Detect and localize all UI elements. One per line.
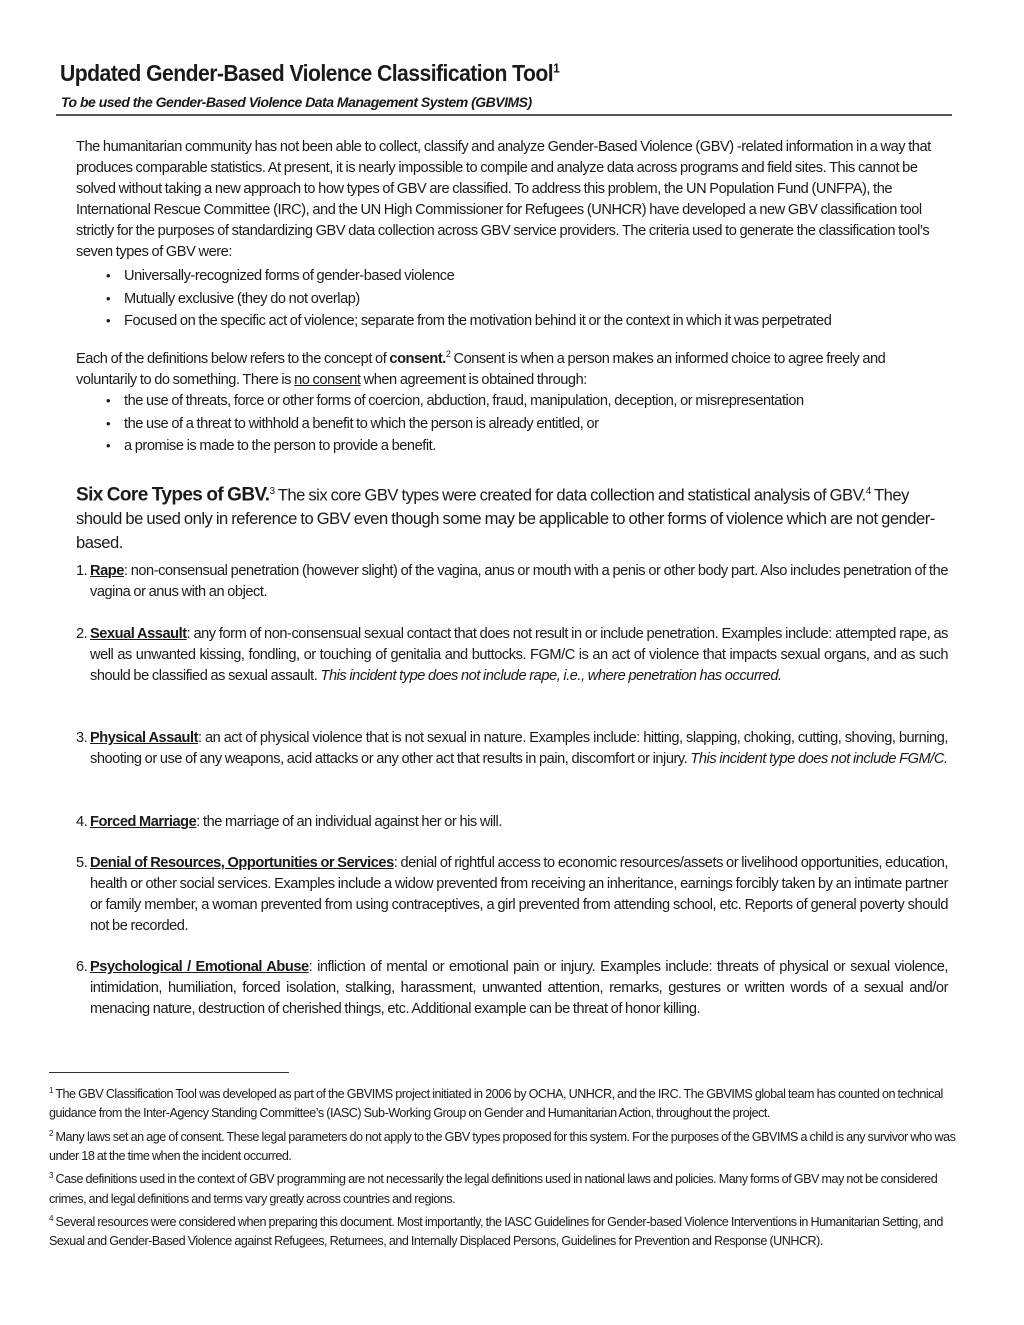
title-divider (56, 114, 952, 116)
item-number: 4. (76, 814, 88, 830)
gbv-type-term: Sexual Assault (90, 626, 187, 642)
consent-end: when agreement is obtained through: (360, 372, 587, 388)
list-item: • Focused on the specific act of violence; separate from the motivation behind it or the context in which it was perpetrated (106, 310, 831, 333)
gbv-type-definition: : any form of non-consensual sexual contact that does not result in or include penetration. Examples include: attempted rape, as well as unwanted kissing, fondling, or touching of genitalia and buttocks. FGM/C is an act of violence that impacts sexual organs, and as such should be classified as sexual assault. (90, 626, 948, 684)
footnote-text: The GBV Classification Tool was developed as part of the GBVIMS project initiated in 2006 by OCHA, UNHCR, and the IRC. The GBVIMS global team has counted on technical guidance from the Inter-Agency Standing Committee’s (IASC) Sub-Working Group on Gender and Humanitarian Action, throughout the project. (49, 1087, 943, 1121)
footnote (49, 1081, 959, 1124)
footnotes (49, 1081, 959, 1251)
footnote-ref[interactable]: 2 (445, 349, 451, 360)
footnote (49, 1124, 959, 1167)
gbv-type-item (76, 957, 948, 1020)
list-item: • Mutually exclusive (they do not overlap) (106, 288, 831, 311)
item-number: 1. (76, 563, 88, 579)
document-subtitle: To be used the Gender-Based Violence Data Management System (GBVIMS) (61, 94, 532, 110)
footnote-ref[interactable]: 4 (865, 486, 871, 497)
criteria-list (106, 265, 831, 333)
gbv-type-definition: : the marriage of an individual against her or his will. (196, 814, 502, 830)
consent-conditions-list (106, 390, 804, 458)
item-number: 5. (76, 855, 88, 871)
section-heading: Six Core Types of GBV. (76, 484, 270, 506)
gbv-type-note: This incident type does not include FGM/C. (690, 751, 948, 767)
footnote (49, 1209, 959, 1252)
footnote-text: Several resources were considered when preparing this document. Most importantly, the IASC Guidelines for Gender-based Violence Interventions in Humanitarian Setting, and Sexual and Gender-Based Violence against Refugees, Returnees, and Internally Displaced Persons, Guidelines for Prevention and Response (UNHCR). (49, 1214, 943, 1249)
footnote-number: 2 (49, 1128, 53, 1138)
document-title (60, 60, 559, 87)
gbv-type-term: Psychological / Emotional Abuse (90, 959, 309, 975)
gbv-type-item (76, 561, 948, 603)
list-item: • the use of threats, force or other forms of coercion, abduction, fraud, manipulation, deception, or misrepresentation (106, 390, 804, 413)
item-number: 2. (76, 626, 88, 642)
gbv-type-definition: : non-consensual penetration (however slight) of the vagina, anus or mouth with a penis or other body part. Also includes penetration of the vagina or anus with an object. (90, 563, 948, 600)
core-types-intro-b: They should be used only in reference to GBV even though some may be applicable to other forms of violence which are not gender-based. (76, 485, 935, 552)
gbv-type-term: Forced Marriage (90, 814, 197, 830)
item-number: 6. (76, 959, 88, 975)
footnote-text: Many laws set an age of consent. These legal parameters do not apply to the GBV types proposed for this system. For the purposes of the GBVIMS a child is any survivor who was under 18 at the time when the incident occurred. (49, 1129, 956, 1163)
gbv-type-item (76, 624, 948, 687)
gbv-type-definition: : denial of rightful access to economic resources/assets or livelihood opportunities, education, health or other social services. Examples include a widow prevented from receiving an inheritance, earnings forcibly taken by an intimate partner or family member, a woman prevented from using contraceptives, a girl prevented from attending school, etc. Reports of general poverty should not be recorded. (90, 855, 949, 934)
item-number: 3. (76, 730, 88, 746)
consent-middle: Consent is when a person makes an informed choice to agree freely and voluntarily to do something. There is (76, 351, 886, 388)
footnote (49, 1166, 959, 1209)
gbv-type-item (76, 853, 948, 937)
intro-paragraph: The humanitarian community has not been able to collect, classify and analyze Gender-Based Violence (GBV) -related information in a way that produces comparable statistics. At present, it is nearly impossible to compile and analyze data across programs and field sites. This cannot be solved without taking a new approach to how types of GBV are classified. To address this problem, the UN Population Fund (UNFPA), the International Rescue Committee (IRC), and the UN High Commissioner for Refugees (UNHCR) have developed a new GBV classification tool strictly for the purposes of standardizing GBV data collection across GBV service providers. The criteria used to generate the classification tool’s seven types of GBV were: (76, 139, 931, 260)
consent-lead: Each of the definitions below refers to the concept of (76, 351, 390, 367)
footnote-number: 4 (49, 1213, 53, 1223)
footnote-text: Case definitions used in the context of GBV programming are not necessarily the legal definitions used in national laws and policies. Many forms of GBV may not be considered crimes, and legal definitions and terms vary greatly across countries and regions. (49, 1172, 938, 1206)
gbv-type-definition: : infliction of mental or emotional pain or injury. Examples include: threats of physical or sexual violence, intimidation, humiliation, forced isolation, stalking, harassment, unwanted attention, remarks, gestures or written words of a sexual and/or menacing nature, destruction of cherished things, etc. Additional example can be threat of honor killing. (90, 959, 948, 1017)
list-item: • Universally-recognized forms of gender-based violence (106, 265, 831, 288)
footnote-divider (49, 1072, 289, 1073)
list-item: • a promise is made to the person to provide a benefit. (106, 435, 804, 458)
footnote-ref[interactable]: 1 (553, 60, 560, 76)
gbv-type-item (76, 812, 948, 833)
title-text: Updated Gender-Based Violence Classification Tool (60, 60, 554, 86)
core-types-intro (76, 480, 948, 554)
core-types-intro-a: The six core GBV types were created for data collection and statistical analysis of GBV. (274, 485, 866, 505)
gbv-type-note: This incident type does not include rape, i.e., where penetration has occurred. (320, 668, 782, 684)
gbv-type-term: Rape (90, 563, 124, 579)
no-consent-term: no consent (294, 372, 361, 388)
consent-term: consent. (389, 351, 446, 367)
gbv-type-term: Physical Assault (90, 730, 199, 746)
gbv-type-term: Denial of Resources, Opportunities or Services (90, 855, 394, 871)
footnote-number: 3 (49, 1171, 53, 1181)
footnote-number: 1 (49, 1086, 53, 1095)
gbv-type-item (76, 728, 948, 770)
list-item: • the use of a threat to withhold a benefit to which the person is already entitled, or (106, 413, 804, 436)
gbv-type-definition: : an act of physical violence that is not sexual in nature. Examples include: hitting, slapping, choking, cutting, shoving, burning, shooting or use of any weapons, acid attacks or any other act that results in pain, discomfort or injury. (90, 730, 948, 767)
footnote-ref[interactable]: 3 (269, 486, 275, 497)
consent-paragraph (76, 349, 948, 391)
